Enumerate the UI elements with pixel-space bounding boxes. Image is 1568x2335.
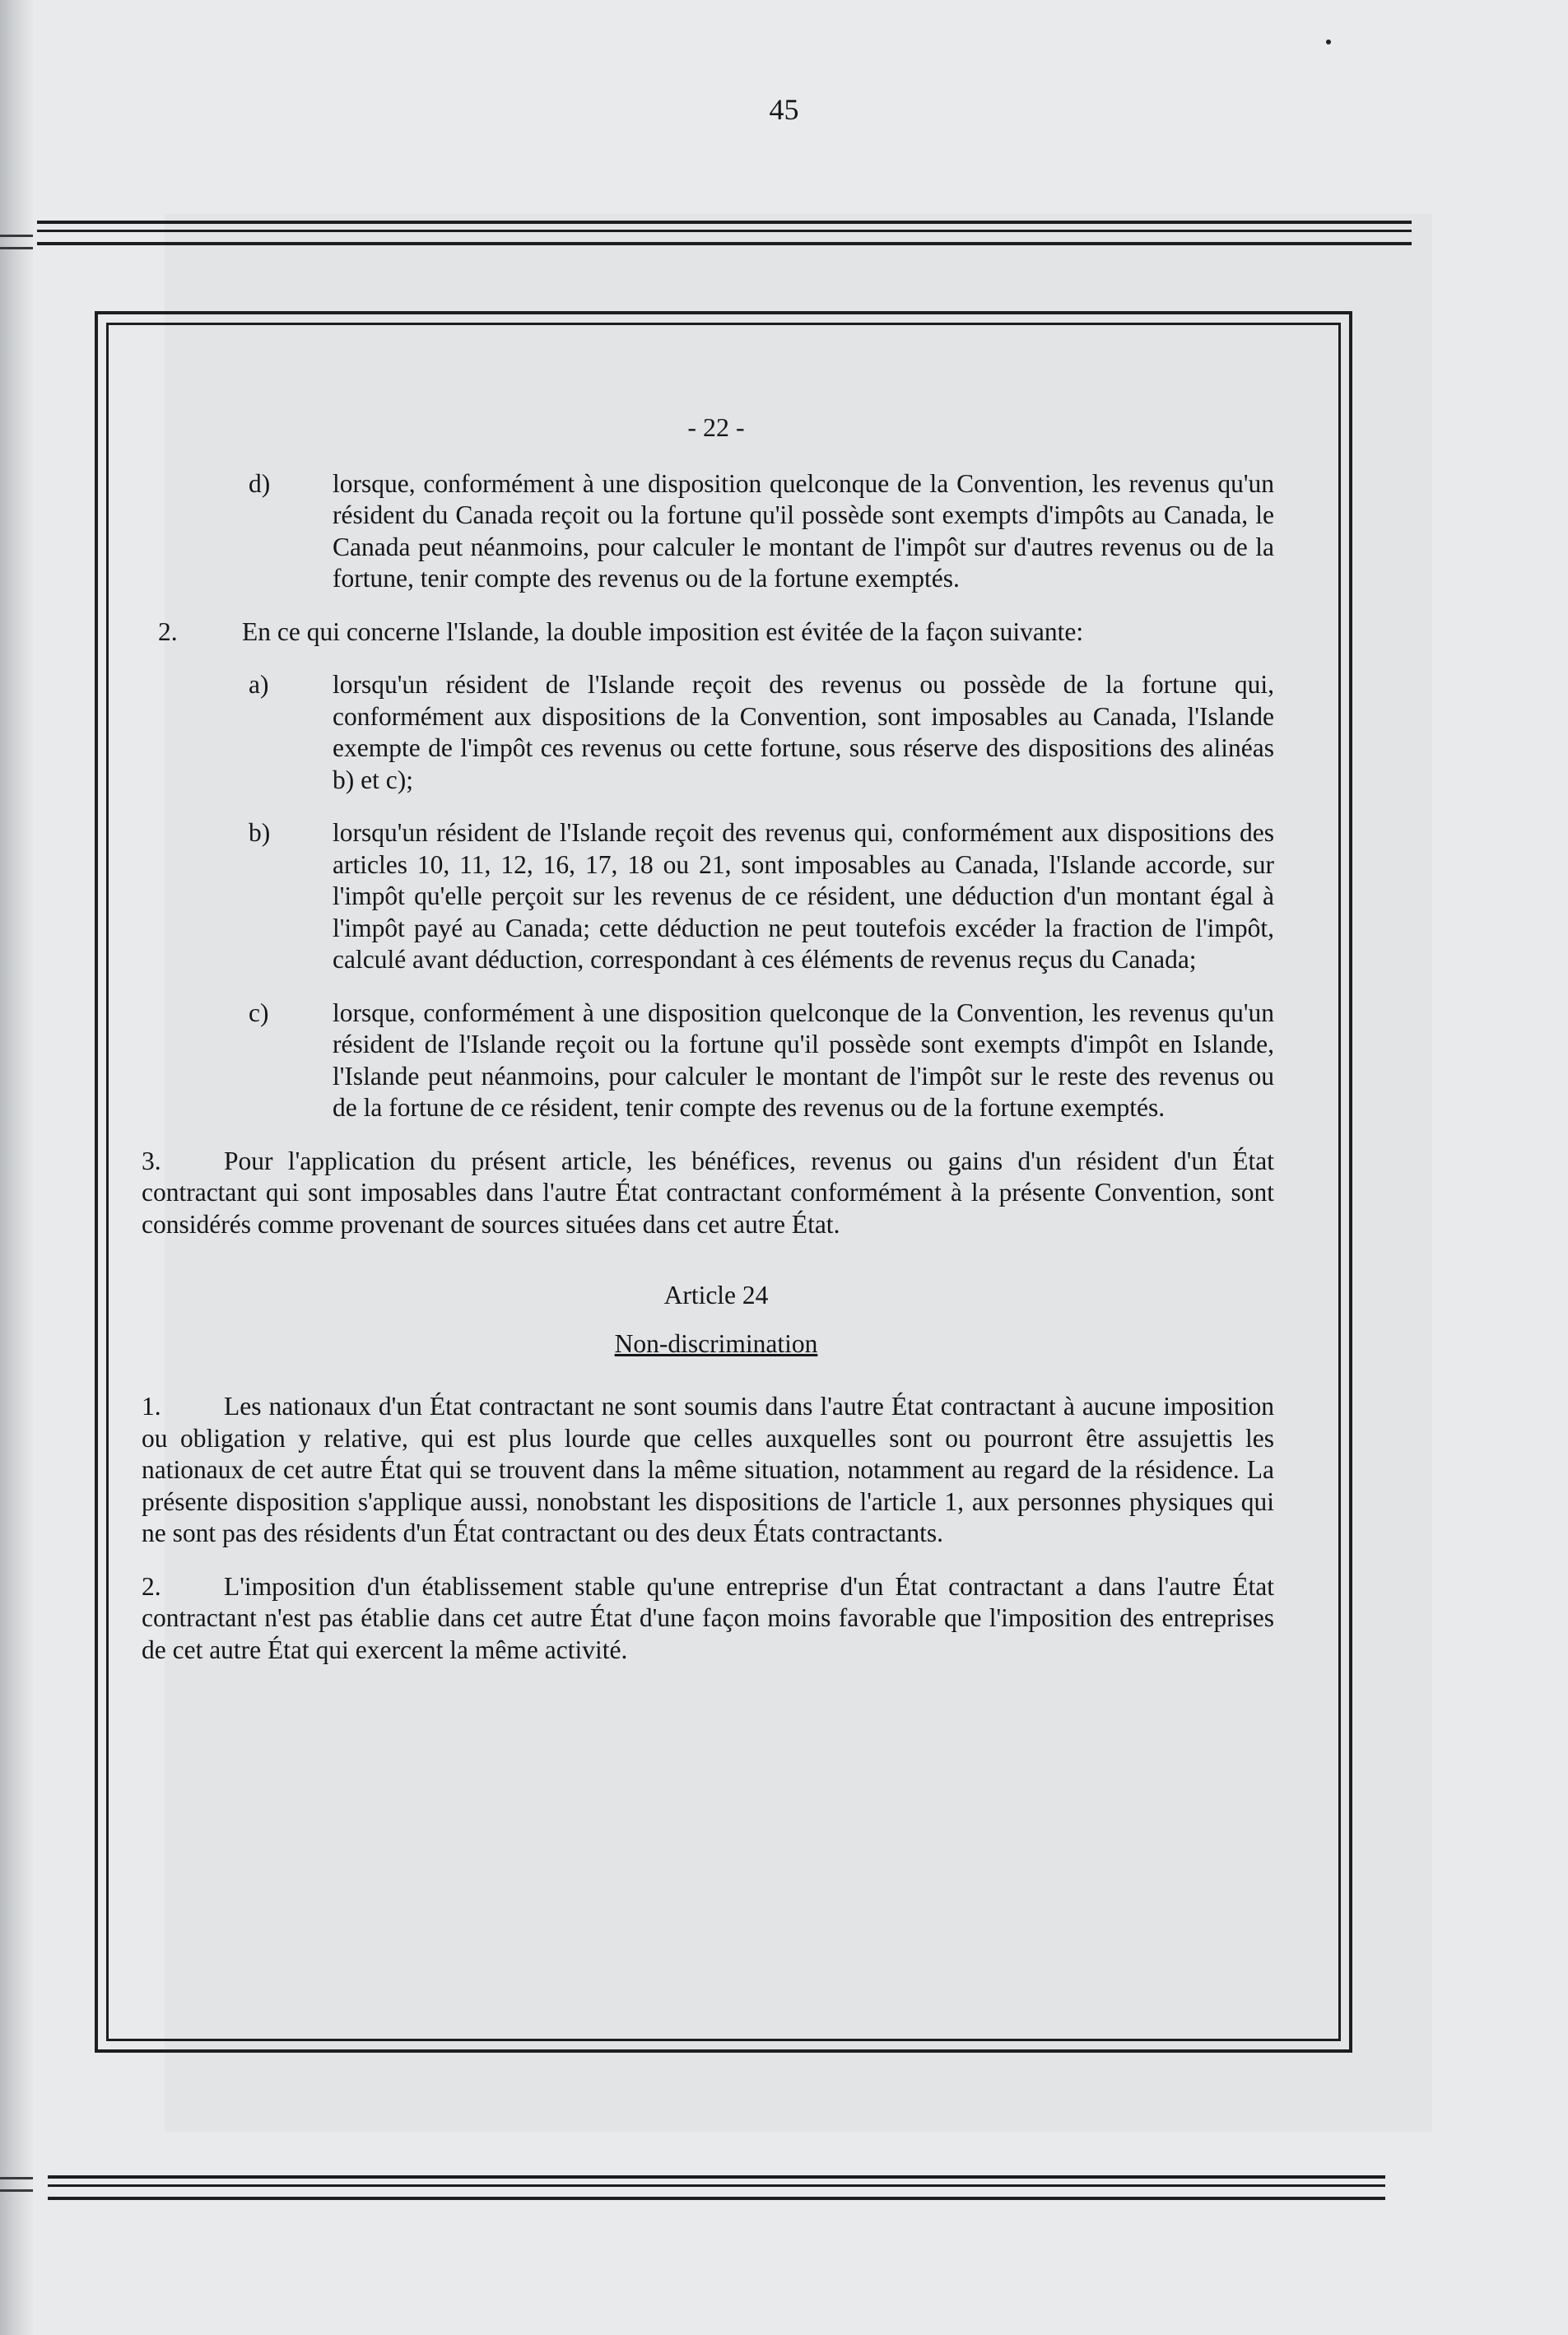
binding-gutter xyxy=(0,0,33,2335)
clause-label: d) xyxy=(249,468,271,498)
article-paragraph-2 xyxy=(142,1571,1274,1667)
document-body xyxy=(142,412,1274,1687)
paragraph-2 xyxy=(142,616,1274,649)
paragraph-number: 2. xyxy=(142,1571,161,1601)
paragraph-number: 2. xyxy=(158,616,178,646)
page-number: 45 xyxy=(769,93,799,126)
gutter-rule xyxy=(0,2177,33,2179)
clause-b xyxy=(142,817,1274,976)
clause-a xyxy=(142,669,1274,796)
paragraph-text: L'imposition d'un établissement stable qu'une entreprise d'un État contractant a dans l'autre État contractant n'est pas établie dans cet autre État d'une façon moins favorable que l'imposition des entreprises de cet autre État qui exercent la même activité. xyxy=(142,1571,1274,1664)
clause-c xyxy=(142,998,1274,1124)
inner-page-number: - 22 - xyxy=(687,412,745,442)
article-paragraph-1 xyxy=(142,1391,1274,1550)
paragraph-3 xyxy=(142,1146,1274,1241)
clause-d xyxy=(142,468,1274,595)
gutter-rule xyxy=(0,235,33,237)
bottom-double-rule xyxy=(48,2175,1385,2200)
paragraph-text: En ce qui concerne l'Islande, la double imposition est évitée de la façon suivante: xyxy=(242,616,1084,646)
clause-text: lorsqu'un résident de l'Islande reçoit des revenus ou possède de la fortune qui, conformément aux dispositions de la Convention, sont imposables au Canada, l'Islande exempte de l'impôt ces revenus ou cette fortune, sous réserve des dispositions des alinéas b) et c); xyxy=(333,670,1274,794)
clause-text: lorsqu'un résident de l'Islande reçoit des revenus qui, conformément aux dispositions des articles 10, 11, 12, 16, 17, 18 ou 21, sont imposables au Canada, l'Islande accorde, sur l'impôt qu'elle perçoit sur les revenus de ce résident, une déduction d'un montant égal à l'impôt payé au Canada; cette déduction ne peut toutefois excéder la fraction de l'impôt, calculé avant déduction, correspondant à ces éléments de revenus reçus du Canada; xyxy=(333,818,1274,974)
paragraph-number: 3. xyxy=(142,1146,161,1175)
top-double-rule xyxy=(37,221,1412,245)
clause-label: c) xyxy=(249,998,269,1027)
clause-text: lorsque, conformément à une disposition quelconque de la Convention, les revenus qu'un résident de l'Islande reçoit ou la fortune qu'il possède sont exempts d'impôt en Islande, l'Islande peut néanmoins, pour calculer le montant de l'impôt sur le reste des revenus ou de la fortune de ce résident, tenir compte des revenus ou de la fortune exemptés. xyxy=(333,998,1274,1122)
gutter-rule xyxy=(0,247,33,249)
gutter-rule xyxy=(0,2189,33,2192)
clause-label: b) xyxy=(249,818,271,847)
article-title: Article 24 xyxy=(663,1281,769,1309)
clause-label: a) xyxy=(249,670,269,699)
clause-text: lorsque, conformément à une disposition quelconque de la Convention, les revenus qu'un résident du Canada reçoit ou la fortune qu'il possède sont exempts d'impôts au Canada, le Canada peut néanmoins, pour calculer le montant de l'impôt sur d'autres revenus ou de la fortune, tenir compte des revenus ou de la fortune exemptés. xyxy=(333,468,1274,593)
paragraph-text: Pour l'application du présent article, les bénéfices, revenus ou gains d'un résident d'un État contractant qui sont imposables dans l'autre État contractant conformément à la présente Convention, sont considérés comme provenant de sources situées dans cet autre État. xyxy=(142,1146,1274,1239)
paragraph-number: 1. xyxy=(142,1392,161,1421)
scan-speck xyxy=(1326,40,1331,44)
paragraph-text: Les nationaux d'un État contractant ne sont soumis dans l'autre État contractant à aucune imposition ou obligation y relative, qui est plus lourde que celles auxquelles sont ou pourront être assujettis les nationaux de cet autre État qui se trouvent dans la même situation, notamment au regard de la résidence. La présente disposition s'applique aussi, nonobstant les dispositions de l'article 1, aux personnes physiques qui ne sont pas des résidents d'un État contractant ou des deux États contractants. xyxy=(142,1392,1274,1547)
article-heading: Non-discrimination xyxy=(614,1328,818,1358)
